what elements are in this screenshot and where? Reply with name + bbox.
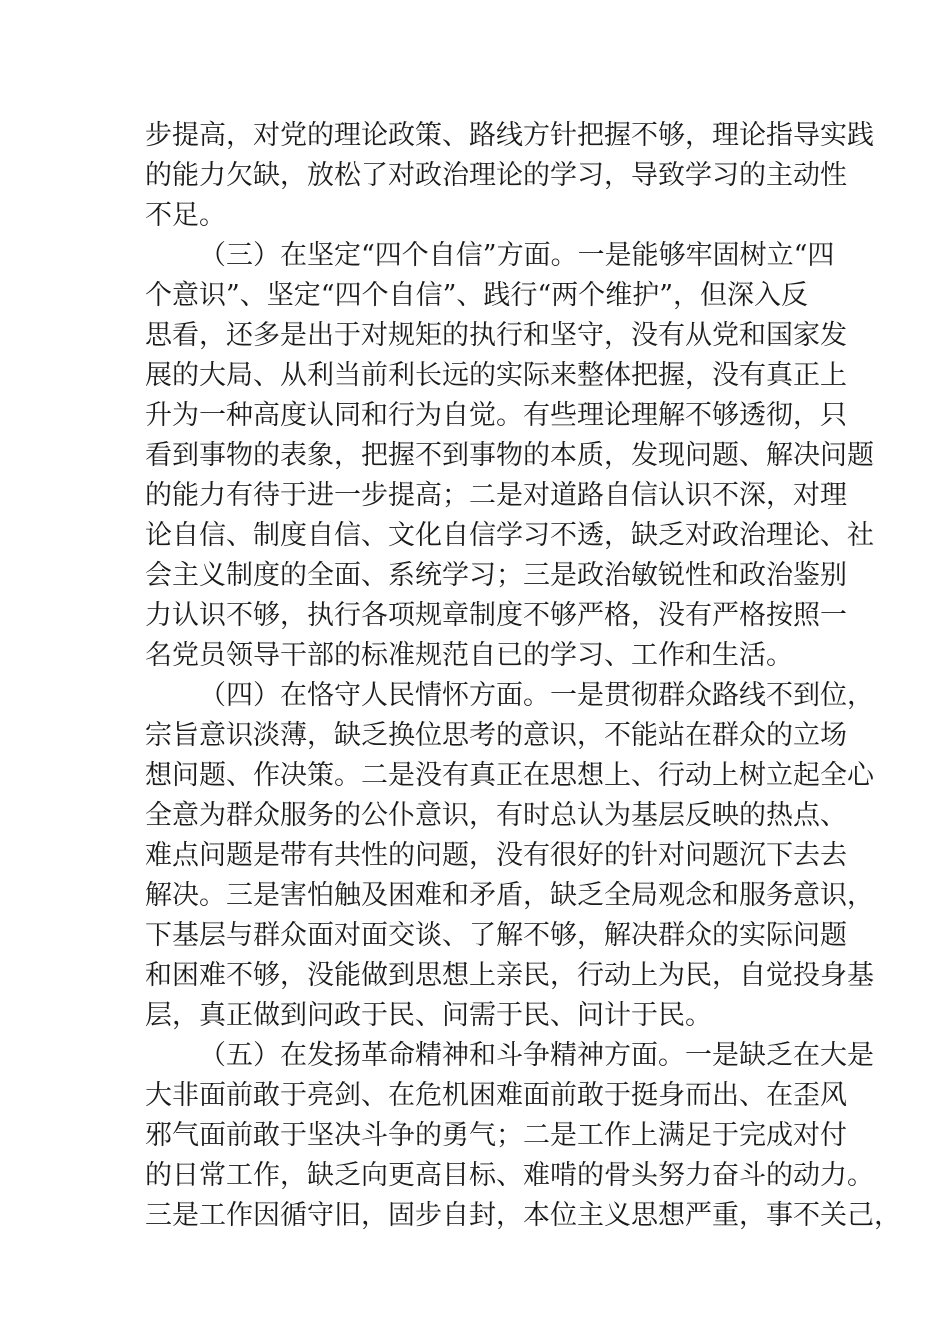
text-line: 步提高，对党的理论政策、路线方针把握不够，理论指导实践 <box>145 120 874 151</box>
text-line: 个意识”、坚定“四个自信”、践行“两个维护”，但深入反 <box>145 280 809 311</box>
text-line: 看到事物的表象，把握不到事物的本质，发现问题、解决问题 <box>145 440 874 471</box>
text-line: 力认识不够，执行各项规章制度不够严格，没有严格按照一 <box>145 600 847 631</box>
text-line: 展的大局、从利当前利长远的实际来整体把握，没有真正上 <box>145 360 847 391</box>
text-line: 想问题、作决策。二是没有真正在思想上、行动上树立起全心 <box>145 760 874 791</box>
paragraph-heading-4: （四）在恪守人民情怀方面。一是贯彻群众路线不到位， <box>199 680 874 711</box>
text-line: 层，真正做到问政于民、问需于民、问计于民。 <box>145 1000 712 1031</box>
paragraph-heading-3: （三）在坚定“四个自信”方面。一是能够牢固树立“四 <box>199 240 835 271</box>
text-line: 升为一种高度认同和行为自觉。有些理论理解不够透彻，只 <box>145 400 847 431</box>
text-line: 的能力有待于进一步提高；二是对道路自信认识不深，对理 <box>145 480 847 511</box>
text-line: 难点问题是带有共性的问题，没有很好的针对问题沉下去去 <box>145 840 847 871</box>
text-line: 三是工作因循守旧，固步自封，本位主义思想严重，事不关己， <box>145 1200 901 1231</box>
text-line: 宗旨意识淡薄，缺乏换位思考的意识，不能站在群众的立场 <box>145 720 847 751</box>
text-line: 的能力欠缺，放松了对政治理论的学习，导致学习的主动性 <box>145 160 847 191</box>
text-line: 解决。三是害怕触及困难和矛盾，缺乏全局观念和服务意识， <box>145 880 874 911</box>
text-line: 不足。 <box>145 200 226 231</box>
text-line: 的日常工作，缺乏向更高目标、难啃的骨头努力奋斗的动力。 <box>145 1160 874 1191</box>
paragraph-heading-5: （五）在发扬革命精神和斗争精神方面。一是缺乏在大是 <box>199 1040 874 1071</box>
text-line: 下基层与群众面对面交谈、了解不够，解决群众的实际问题 <box>145 920 847 951</box>
text-line: 大非面前敢于亮剑、在危机困难面前敢于挺身而出、在歪风 <box>145 1080 847 1111</box>
text-line: 邪气面前敢于坚决斗争的勇气；二是工作上满足于完成对付 <box>145 1120 847 1151</box>
text-line: 全意为群众服务的公仆意识，有时总认为基层反映的热点、 <box>145 800 847 831</box>
text-line: 和困难不够，没能做到思想上亲民，行动上为民，自觉投身基 <box>145 960 874 991</box>
text-line: 名党员领导干部的标准规范自已的学习、工作和生活。 <box>145 640 793 671</box>
text-line: 思看，还多是出于对规矩的执行和坚守，没有从党和国家发 <box>145 320 847 351</box>
text-line: 会主义制度的全面、系统学习；三是政治敏锐性和政治鉴别 <box>145 560 847 591</box>
text-line: 论自信、制度自信、文化自信学习不透，缺乏对政治理论、社 <box>145 520 874 551</box>
